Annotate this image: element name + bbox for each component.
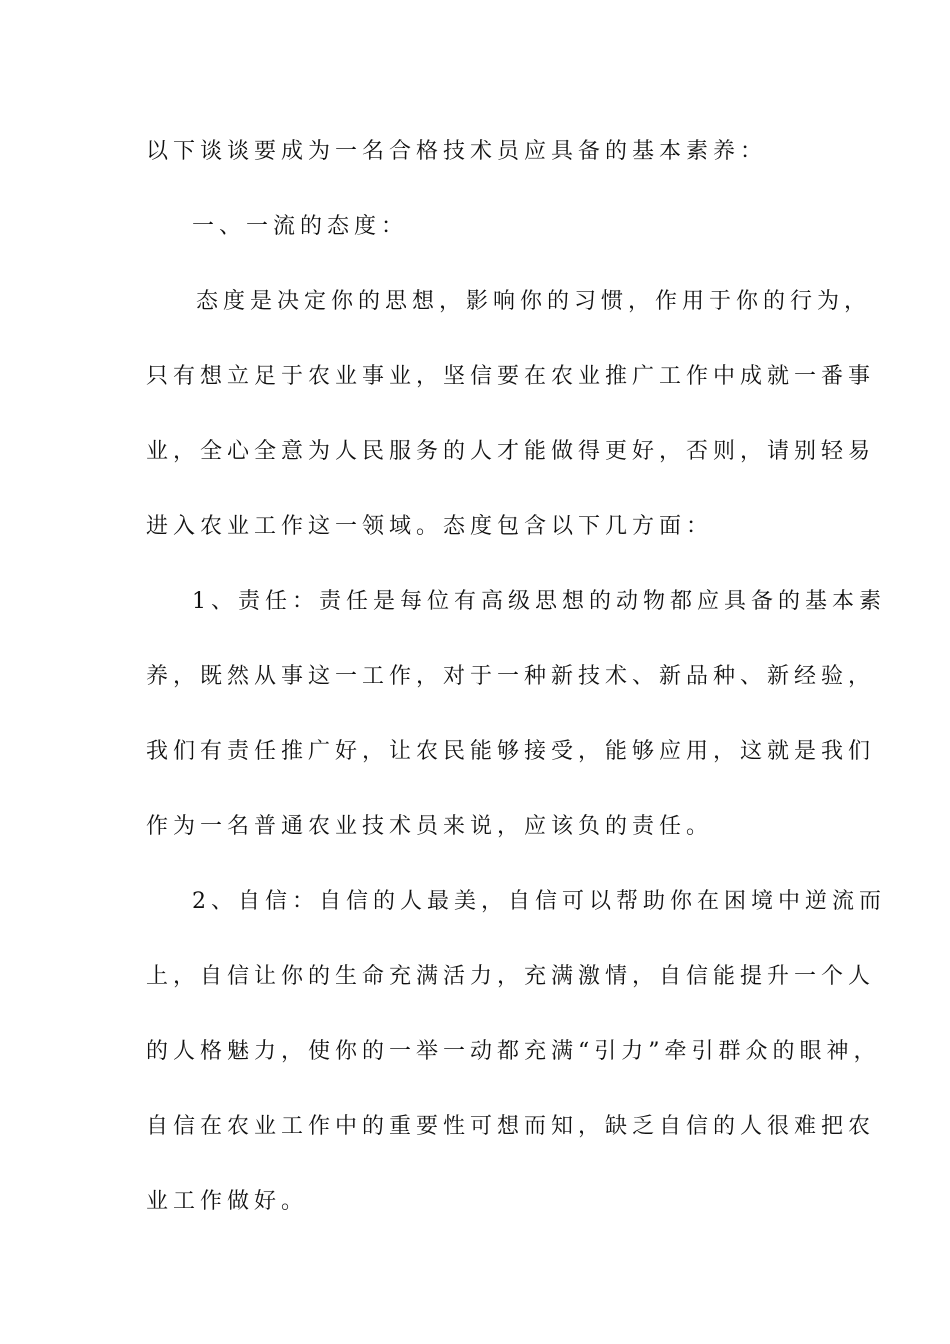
paragraph-line: 进入农业工作这一领域。态度包含以下几方面：: [146, 514, 714, 539]
paragraph-line: 自信在农业工作中的重要性可想而知，缺乏自信的人很难把农: [146, 1114, 876, 1139]
intro-line: 以下谈谈要成为一名合格技术员应具备的基本素养：: [146, 139, 768, 164]
paragraph-line: 只有想立足于农业事业，坚信要在农业推广工作中成就一番事: [146, 364, 876, 389]
paragraph-line: 作为一名普通农业技术员来说，应该负的责任。: [146, 814, 714, 839]
paragraph-line: 养，既然从事这一工作，对于一种新技术、新品种、新经验，: [146, 664, 876, 689]
paragraph-line: 2、自信：自信的人最美，自信可以帮助你在困境中逆流而: [192, 889, 886, 914]
paragraph-line: 态度是决定你的思想，影响你的习惯，作用于你的行为，: [196, 289, 872, 314]
paragraph-line: 的人格魅力，使你的一举一动都充满“引力”牵引群众的眼神，: [146, 1039, 881, 1064]
paragraph-line: 上，自信让你的生命充满活力，充满激情，自信能提升一个人: [146, 964, 876, 989]
paragraph-line: 我们有责任推广好，让农民能够接受，能够应用，这就是我们: [146, 739, 876, 764]
section-heading: 一、一流的态度：: [192, 214, 409, 239]
paragraph-line: 业工作做好。: [146, 1189, 309, 1214]
paragraph-line: 业，全心全意为人民服务的人才能做得更好，否则，请别轻易: [146, 439, 876, 464]
paragraph-line: 1、责任：责任是每位有高级思想的动物都应具备的基本素: [192, 589, 886, 614]
